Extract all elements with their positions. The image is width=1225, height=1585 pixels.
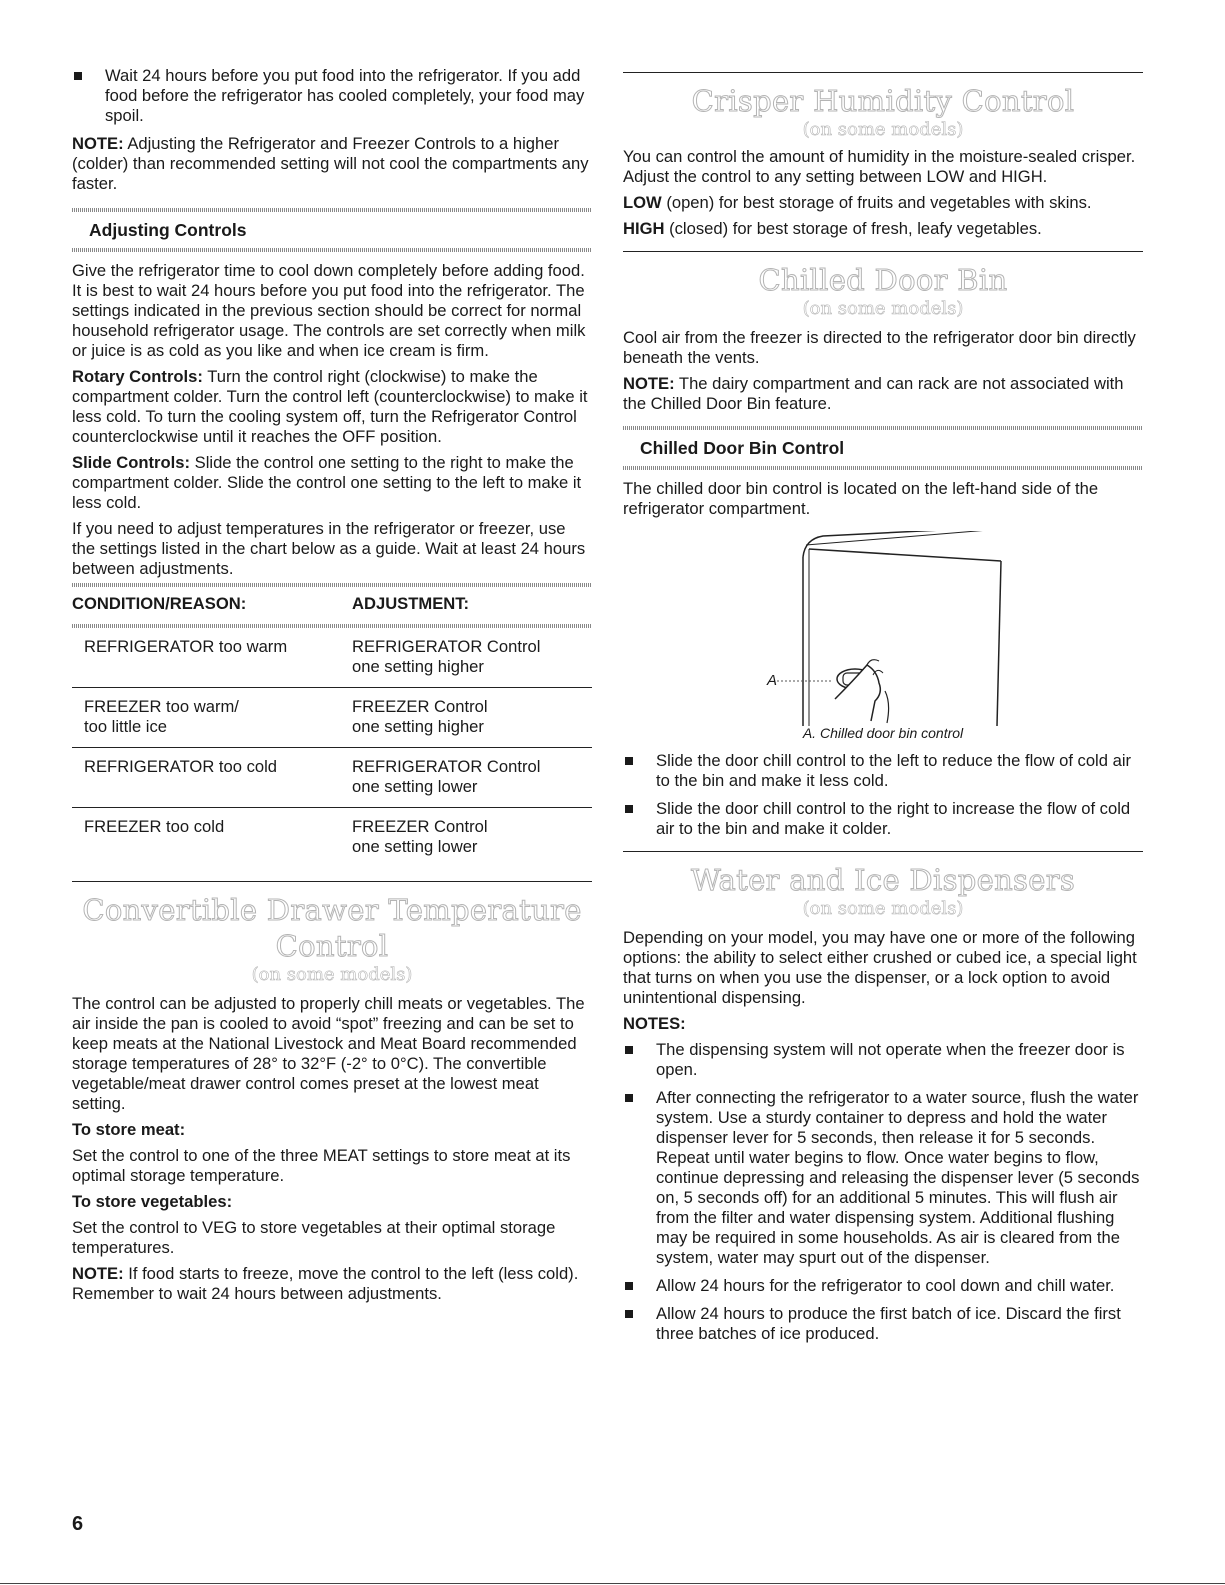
- inline-label: Rotary Controls:: [72, 367, 203, 386]
- body-paragraph: The chilled door bin control is located on the left-hand side of the refrigerator compartment.: [623, 479, 1099, 518]
- page-bottom-border: [0, 1583, 1225, 1584]
- bullet-text: Wait 24 hours before you put food into the refrigerator. If you add food before the refrigerator has cooled completely, your food may spoil.: [105, 66, 585, 125]
- bullet-icon: [625, 805, 633, 813]
- list-item: [623, 1040, 1143, 1080]
- note-paragraph: [72, 134, 592, 194]
- section-subtitle: (on some models): [802, 298, 964, 319]
- body-paragraph: [72, 367, 592, 447]
- inline-label: HIGH: [623, 219, 665, 238]
- body-paragraph: Cool air from the freezer is directed to the refrigerator door bin directly beneath the vents.: [623, 328, 1136, 367]
- section-title: Water and Ice Dispensers: [690, 863, 1076, 897]
- bullet-text: Allow 24 hours for the refrigerator to cool down and chill water.: [656, 1276, 1115, 1295]
- body-paragraph: If you need to adjust temperatures in the refrigerator or freezer, use the settings listed in the chart below as a guide. Wait at least 24 hours between adjustments.: [72, 519, 586, 578]
- table-header: CONDITION/REASON:: [72, 594, 247, 613]
- refrigerator-door-illustration: [623, 531, 1143, 731]
- bullet-icon: [625, 1282, 633, 1290]
- subheading: NOTES:: [623, 1014, 686, 1033]
- note-label: NOTE:: [72, 134, 124, 153]
- note-text: Adjusting the Refrigerator and Freezer Controls to a higher (colder) than recommended setting will not cool the compartments any faster.: [72, 134, 589, 193]
- figure-caption: A. Chilled door bin control: [802, 725, 964, 741]
- bullet-text: The dispensing system will not operate when the freezer door is open.: [656, 1040, 1125, 1079]
- body-paragraph: [623, 219, 1143, 239]
- cell-line: one setting higher: [352, 717, 484, 736]
- body-paragraph: [72, 453, 592, 513]
- section-subtitle: (on some models): [802, 119, 964, 140]
- bullet-text: After connecting the refrigerator to a water source, flush the water system. Use a sturdy container to depress and hold the water dispenser lever for 5 seconds, then release it for 5 seconds. Repeat until water begins to flow. Once water begins to flow, continue depressing and releasing the dispenser lever (5 seconds on, 5 seconds off) for an additional 5 minutes. This will flush air from the filter and water dispensing system. Additional flushing may be required in some households. As air is cleared from the system, water may spurt out of the dispenser.: [656, 1088, 1140, 1267]
- table-header-row: [72, 587, 592, 624]
- inline-text: Turn the control right (clockwise) to make the compartment colder. Turn the control left (counterclockwise) to make it less cold. To turn the cooling system off, turn the Refrigerator Control counterclockwise until it reaches the OFF position.: [72, 367, 588, 446]
- section-subtitle: (on some models): [251, 964, 413, 985]
- table-row: [72, 628, 592, 688]
- bullet-text: Slide the door chill control to the right to increase the flow of cold air to the bin and make it colder.: [656, 799, 1131, 838]
- cell-line: FREEZER Control: [352, 697, 488, 716]
- bullet-icon: [625, 1046, 633, 1054]
- inline-label: LOW: [623, 193, 662, 212]
- table-row: [72, 748, 592, 808]
- list-item: [623, 799, 1143, 839]
- cell-line: FREEZER too warm/: [84, 697, 239, 716]
- bullet-text: Slide the door chill control to the left to reduce the flow of cold air to the bin and make it less cold.: [656, 751, 1132, 790]
- cell-line: too little ice: [84, 717, 168, 736]
- note-paragraph: [72, 1264, 592, 1304]
- cell-line: FREEZER Control: [352, 817, 488, 836]
- inline-text: (closed) for best storage of fresh, leafy vegetables.: [664, 219, 1042, 238]
- section-heading: Chilled Door Bin Control: [640, 438, 845, 458]
- table-cell: [352, 748, 592, 808]
- bullet-icon: [625, 757, 633, 765]
- bullet-icon: [625, 1094, 633, 1102]
- body-paragraph: The control can be adjusted to properly chill meats or vegetables. The air inside the pan is cooled to avoid “spot” freezing and can be set to keep meats at the National Livestock and Meat Board recommended storage temperatures of 28° to 32°F (-2° to 0°C). The convertible vegetable/meat drawer control comes preset at the lowest meat setting.: [72, 994, 585, 1113]
- table-cell: [72, 628, 352, 688]
- inline-text: (open) for best storage of fruits and vegetables with skins.: [661, 193, 1092, 212]
- body-paragraph: [623, 193, 1143, 213]
- body-paragraph: Set the control to one of the three MEAT settings to store meat at its optimal storage temperature.: [72, 1146, 571, 1185]
- table-cell: [352, 808, 592, 868]
- table-row: [72, 808, 592, 868]
- note-label: NOTE:: [623, 374, 675, 393]
- figure-label: A: [767, 672, 778, 689]
- table-cell: [352, 688, 592, 748]
- list-item: [72, 66, 592, 126]
- cell-line: FREEZER too cold: [84, 817, 225, 836]
- cell-line: one setting higher: [352, 657, 484, 676]
- door-bin-figure: [623, 531, 1143, 751]
- cell-line: REFRIGERATOR too cold: [84, 757, 278, 776]
- note-text: The dairy compartment and can rack are not associated with the Chilled Door Bin feature.: [623, 374, 1124, 413]
- bullet-icon: [74, 72, 82, 80]
- note-text: If food starts to freeze, move the control to the left (less cold). Remember to wait 24 hours between adjustments.: [72, 1264, 579, 1303]
- body-paragraph: Depending on your model, you may have one or more of the following options: the ability to select either crushed or cubed ice, a special light that turns on when you use the dispenser, or a lock option to avoid unintentional dispensing.: [623, 928, 1137, 1007]
- list-item: [623, 1088, 1143, 1268]
- section-subtitle: (on some models): [802, 898, 964, 919]
- note-paragraph: [623, 374, 1143, 414]
- table-cell: [72, 748, 352, 808]
- table-row: [72, 688, 592, 748]
- cell-line: REFRIGERATOR Control: [352, 757, 541, 776]
- adjustment-table: [72, 587, 592, 867]
- note-label: NOTE:: [72, 1264, 124, 1283]
- list-item: [623, 1304, 1143, 1344]
- section-title: Convertible Drawer Temperature Control: [82, 893, 582, 963]
- inline-label: Slide Controls:: [72, 453, 191, 472]
- body-paragraph: Set the control to VEG to store vegetables at their optimal storage temperatures.: [72, 1218, 556, 1257]
- body-paragraph: You can control the amount of humidity in the moisture-sealed crisper. Adjust the control to any setting between LOW and HIGH.: [623, 147, 1136, 186]
- left-column: [72, 0, 592, 1310]
- cell-line: REFRIGERATOR Control: [352, 637, 541, 656]
- section-heading: Adjusting Controls: [89, 220, 247, 240]
- list-item: [623, 1276, 1143, 1296]
- section-title: Crisper Humidity Control: [691, 84, 1075, 118]
- subheading: To store meat:: [72, 1120, 186, 1139]
- section-title: Chilled Door Bin: [758, 263, 1008, 297]
- table-header: ADJUSTMENT:: [352, 594, 470, 613]
- right-column: [623, 0, 1143, 1352]
- inline-text: Slide the control one setting to the right to make the compartment colder. Slide the control one setting to the left to make it less cold.: [72, 453, 582, 512]
- subheading: To store vegetables:: [72, 1192, 233, 1211]
- bullet-icon: [625, 1310, 633, 1318]
- cell-line: REFRIGERATOR too warm: [84, 637, 288, 656]
- page-number: 6: [72, 1513, 84, 1535]
- cell-line: one setting lower: [352, 777, 478, 796]
- table-cell: [72, 688, 352, 748]
- bullet-text: Allow 24 hours to produce the first batch of ice. Discard the first three batches of ice produced.: [656, 1304, 1121, 1343]
- cell-line: one setting lower: [352, 837, 478, 856]
- list-item: [623, 751, 1143, 791]
- table-cell: [352, 628, 592, 688]
- table-cell: [72, 808, 352, 868]
- body-paragraph: Give the refrigerator time to cool down completely before adding food. It is best to wait 24 hours before you put food into the refrigerator. The settings indicated in the previous section should be correct for normal household refrigerator usage. The controls are set correctly when milk or juice is as cold as you like and when ice cream is firm.: [72, 261, 586, 360]
